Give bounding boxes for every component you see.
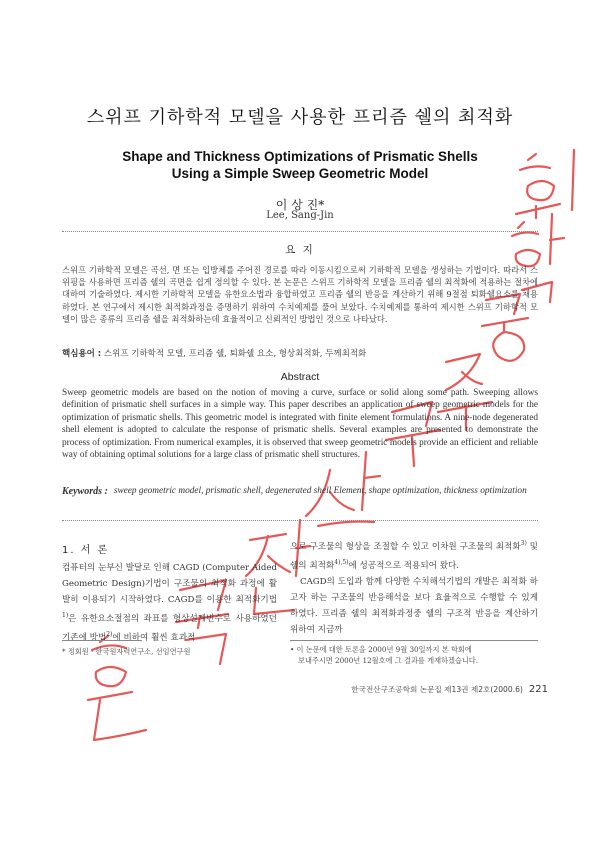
keywords-english	[62, 486, 538, 497]
intro-text-a: 컴퓨터의 눈부신 발달로 인해 CAGD (Computer Aided Geometric Design)기법이 구조물의 최적화 과정에 활발히 이용되기 시작하였다. CAGD를 이용한 최적화기법	[62, 563, 277, 605]
footnote-line2: 보내주시면 2000년 12월호에 그 결과를 게재하겠습니다.	[298, 656, 479, 665]
page-number: 221	[528, 684, 548, 695]
abstract-en-heading: Abstract	[280, 371, 320, 383]
keywords-ko-label: 핵심용어 :	[62, 349, 102, 359]
footnote-discussion	[290, 644, 538, 666]
journal-citation: 한국전산구조공학회 논문집 제13권 제2호(2000.6)	[351, 685, 523, 694]
keywords-en-values: sweep geometric model, prismatic shell, degenerated shell Element, shape optimization, thickness optimization	[113, 486, 527, 496]
footnote-line1: • 이 논문에 대한 토론을 2000년 9월 30일까지 본 학회에	[290, 645, 472, 654]
intro-right-b: 및 쉘의 최적화	[290, 541, 538, 571]
page-footer	[318, 684, 548, 695]
divider	[62, 231, 538, 232]
intro-right-a: 으로 구조물의 형상을 조절할 수 있고 이차원 구조물의 최적화	[290, 541, 521, 552]
keywords-korean	[62, 347, 538, 359]
footnote-rule	[290, 640, 538, 641]
footnote-rule	[62, 640, 142, 641]
citation-ref: 3)	[520, 540, 527, 547]
intro-right-paragraph2: CAGD의 도입과 함께 다양한 수치해석기법의 개발은 최적화 하고자 하는 구조물의 반응해석을 보다 효율적으로 수행할 수 있게 하였다. 프리즘 쉘의 최적화과정중 쉘의 구조적 반응을 계산하기 위하여 지금까	[290, 576, 538, 635]
citation-ref: 2)	[106, 630, 113, 638]
title-en-line2: Using a Simple Sweep Geometric Model	[171, 166, 429, 181]
citation-ref: 1)	[62, 612, 69, 619]
keywords-ko-values: 스위프 기하학적 모델, 프리즘 쉘, 퇴화쉘 요소, 형상최적화, 두께최적화	[103, 349, 367, 359]
section-heading-introduction: 1. 서 론	[62, 545, 110, 556]
author-name-english: Lee, Sang-Jin	[266, 210, 334, 221]
author-name-korean: 이 상 진*	[275, 198, 325, 212]
body-column-left	[62, 560, 277, 646]
abstract-korean: 스위프 기하학적 모델은 곡선, 면 또는 입방체를 주어진 경로를 따라 이동시킴으로써 기하학적 모델을 생성하는 기법이다. 따라서 스위핑을 사용하면 프리즘 쉘의 곡면을 쉽게 정의할 수 있다. 본 논문은 스위프 기하학적 모델을 프리즘 쉘의 최적화에 적용하는 절차에 대하여 기술하였다. 제시한 기하학적 모델을 유한요소법과 융합하였고 프리즘 쉘의 반응을 계산하기 위해 9절점 퇴화쉘요소를 채용하였다. 본 연구에서 제시한 최적화과정을 증명하기 위하여 수치예제를 풀어 보았다. 수치예제를 통하여 제시한 스위프 기하학적 모델이 많은 종류의 프리즘 쉘을 최적화하는데 효율적이고 신뢰적인 방법인 것으로 나타났다.	[62, 265, 538, 324]
intro-text-b: 은 유한요소절점의 좌표를 형상설계변수로 사용하였던 기존에 방법	[62, 613, 277, 643]
abstract-ko-heading: 요 지	[285, 244, 315, 256]
divider	[62, 520, 538, 521]
paper-title-english	[0, 148, 600, 182]
footnote-author: * 정회원 · 한국원자력연구소, 선임연구원	[62, 647, 191, 656]
paper-title-korean: 스위프 기하학적 모델을 사용한 프리즘 쉘의 최적화	[86, 107, 514, 128]
abstract-english: Sweep geometric models are based on the notion of moving a curve, surface or solid along some path. Sweeping allows definition of prismatic shell surfaces in a simple way. This paper describes an application of sweep geometric models for the optimization of prismatic shells. This geometric model is integrated with finite element formulations. A nine-node degenerated shell element is adopted to calculate the response of prismatic shells. Several examples are presented to demonstrate the process of optimization. From numerical examples, it is observed that sweep geometric models provide an efficient and reliable way of obtaining optimal solutions for a large class of prismatic shell structures.	[62, 388, 538, 461]
intro-right-c: 에 성공적으로 적용되어 왔다.	[348, 560, 460, 571]
intro-text-c: 에 비하여 훨씬 효과적	[112, 632, 196, 643]
keywords-en-label: Keywords :	[62, 486, 108, 497]
title-en-line1: Shape and Thickness Optimizations of Prismatic Shells	[122, 149, 478, 164]
citation-ref: 4),5)	[334, 558, 349, 566]
body-column-right	[290, 536, 538, 638]
